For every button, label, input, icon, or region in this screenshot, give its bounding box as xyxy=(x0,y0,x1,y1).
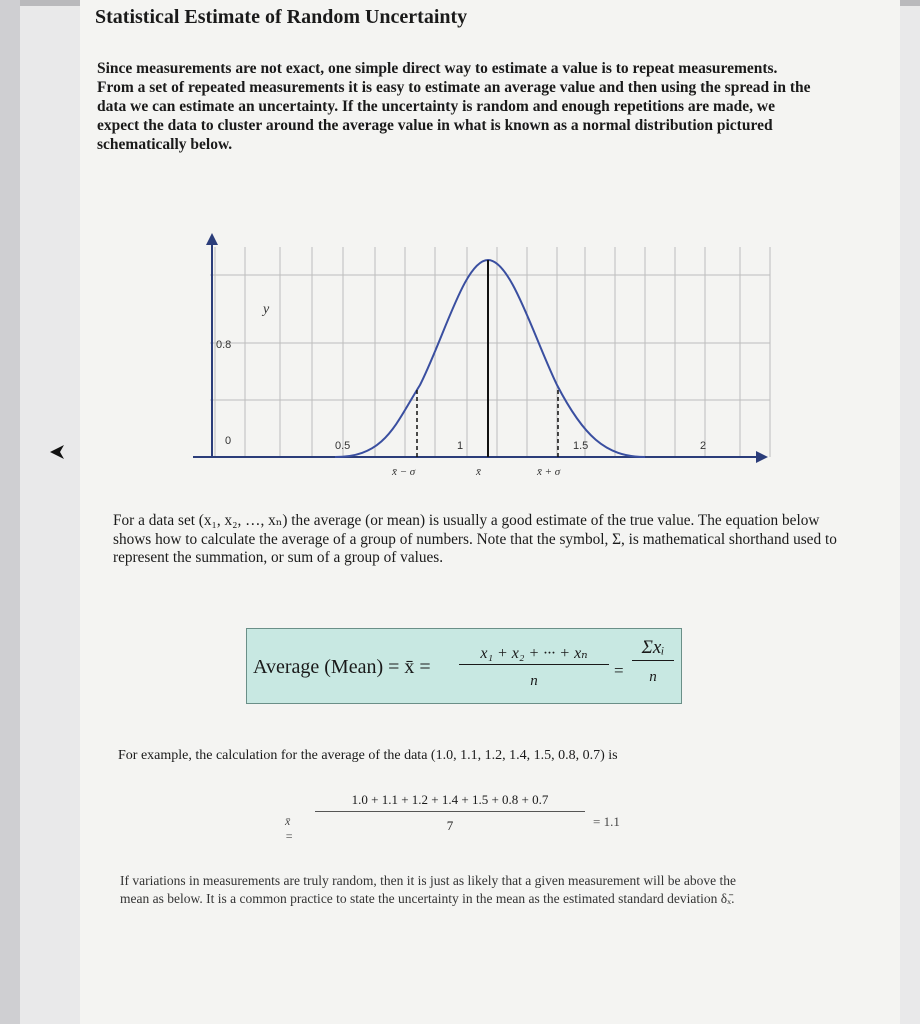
label-mean-minus-sigma: x̄ − σ xyxy=(392,466,416,478)
tick-1-5: 1.5 xyxy=(573,440,589,452)
label-mean: x̄ xyxy=(476,466,481,478)
sum-denominator: n xyxy=(530,673,538,689)
equals-sign: = xyxy=(614,661,624,680)
calc-fraction xyxy=(315,792,585,834)
tick-1: 1 xyxy=(457,440,464,452)
tick-0-5: 0.5 xyxy=(335,440,351,452)
average-equation-label: Average (Mean) = x̄ = xyxy=(253,656,431,678)
y-axis-arrow xyxy=(206,233,218,245)
mouse-cursor-icon xyxy=(48,442,68,462)
x-axis-arrow xyxy=(756,451,768,463)
screen-left-edge xyxy=(0,0,20,1024)
calc-result: = 1.1 xyxy=(593,814,620,829)
normal-distribution-graph xyxy=(185,225,775,485)
tick-2: 2 xyxy=(700,440,707,452)
calc-xbar: x̄ = xyxy=(285,814,294,843)
calc-numerator: 1.0 + 1.1 + 1.2 + 1.4 + 1.5 + 0.8 + 0.7 xyxy=(315,792,585,812)
sigma-numerator: Σxᵢ xyxy=(632,637,674,661)
intro-paragraph: Since measurements are not exact, one simple direct way to estimate a value is to repeat measurements. From a set of repeated measurements it is easy to estimate an average value and then using the spread in the data we can estimate an uncertainty. If the uncertainty is random and enough repetitions are made, we expect the data to cluster around the average value in what is known as a normal distribution pictured schematically below. xyxy=(97,60,811,153)
uncertainty-paragraph: If variations in measurements are truly random, then it is just as likely that a given measurement will be above the mean as below. It is a common practice to state the uncertainty in the mean as the estimated standard deviation δₓ̄. xyxy=(120,873,736,906)
sigma-fraction xyxy=(632,637,674,686)
mean-definition-paragraph: For a data set (x₁, x₂, …, xₙ) the average (or mean) is usually a good estimate of the true value. The equation below shows how to calculate the average of a group of numbers. Note that the symbol, Σ, is mathematical shorthand used to represent the summation, or sum of a group of values. xyxy=(113,512,837,567)
y-label: y xyxy=(263,302,270,317)
graph-grid xyxy=(210,247,770,457)
normal-curve xyxy=(335,260,645,457)
calc-denominator: 7 xyxy=(446,818,454,833)
example-sentence: For example, the calculation for the average of the data (1.0, 1.1, 1.2, 1.4, 1.5, 0.8, 0.7) is xyxy=(118,748,618,763)
tick-0-8: 0.8 xyxy=(216,339,232,351)
sum-numerator: x₁ + x₂ + ··· + xₙ xyxy=(459,643,609,665)
sum-fraction xyxy=(459,643,609,690)
page-title: Statistical Estimate of Random Uncertainty xyxy=(95,6,468,28)
tick-0: 0 xyxy=(225,435,232,447)
label-mean-plus-sigma: x̄ + σ xyxy=(537,466,561,478)
sigma-denominator: n xyxy=(649,669,657,685)
average-equation-box xyxy=(246,628,682,704)
